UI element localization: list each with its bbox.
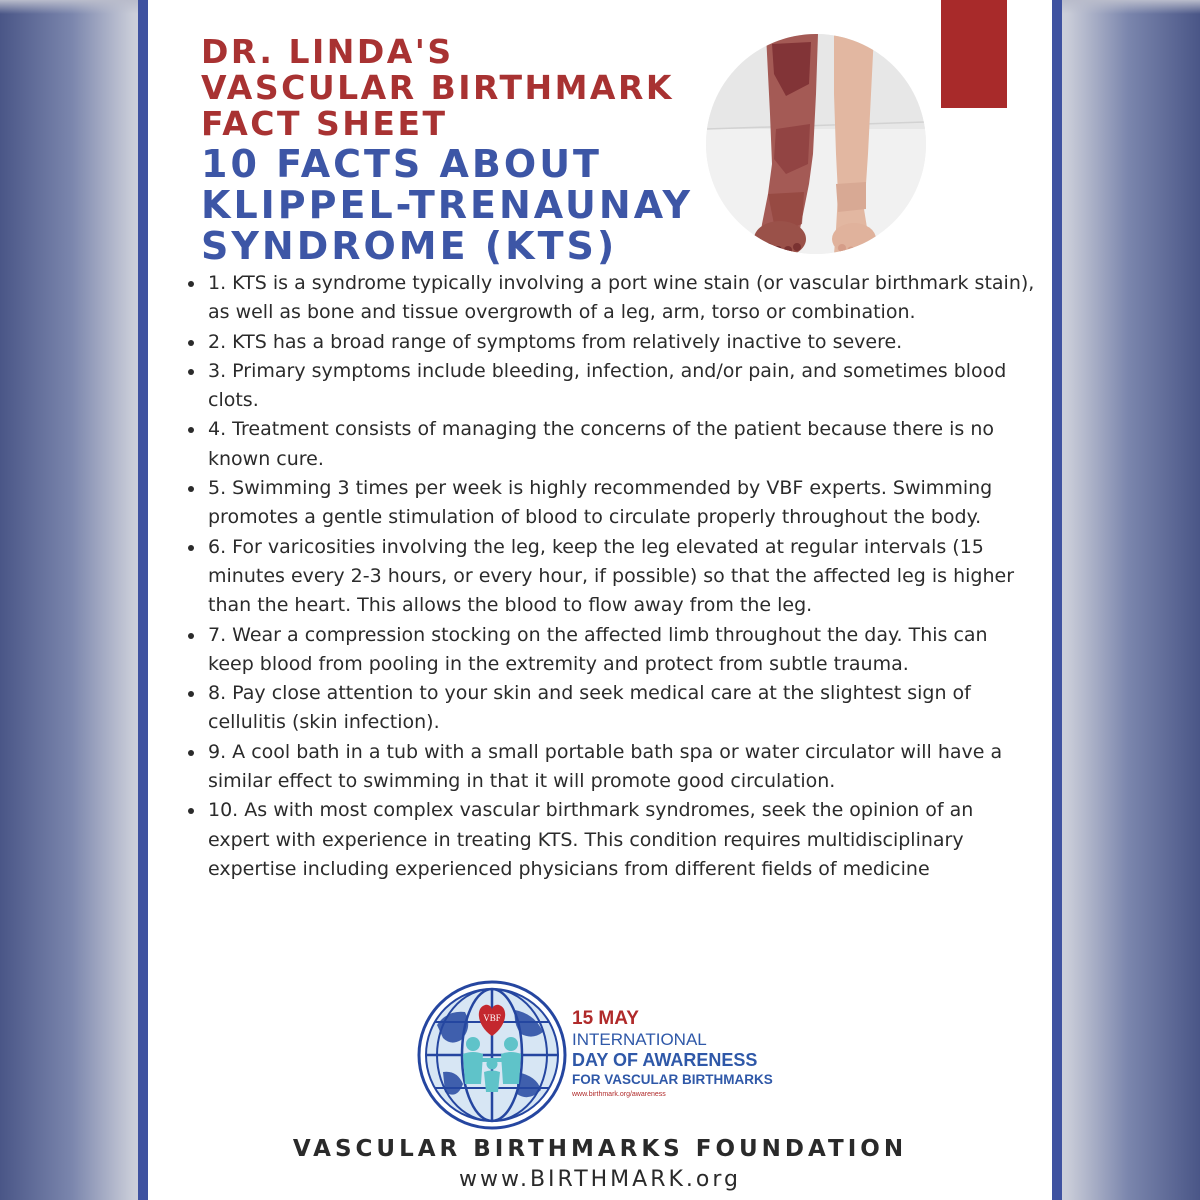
red-accent-tab <box>941 0 1007 108</box>
subtitle-line: SYNDROME (KTS) <box>201 224 618 268</box>
fact-item: 10. As with most complex vascular birthmark syndromes, seek the opinion of an expert with experience in treating KTS. This condition requires multidisciplinary expertise including experienced physicians from different fields of medicine <box>185 796 1035 884</box>
logo-badge-text: VBF <box>483 1013 501 1023</box>
subtitle-line: KLIPPEL-TRENAUNAY <box>201 183 693 227</box>
fact-item: 6. For varicosities involving the leg, keep the leg elevated at regular intervals (15 minutes every 2-3 hours, or every hour, if possible) so that the affected leg is higher than the heart. This allows the blood to flow away from the leg. <box>185 533 1035 621</box>
awareness-url: www.birthmark.org/awareness <box>572 1091 666 1098</box>
fact-item: 2. KTS has a broad range of symptoms from relatively inactive to severe. <box>185 328 1035 357</box>
fact-item: 8. Pay close attention to your skin and seek medical care at the slightest sign of cellulitis (skin infection). <box>185 679 1035 738</box>
vbf-globe-logo-icon <box>417 980 567 1130</box>
kts-legs-photo <box>706 34 926 254</box>
awareness-line-day: DAY OF AWARENESS <box>572 1050 758 1070</box>
fact-item: 7. Wear a compression stocking on the affected limb throughout the day. This can keep blood from pooling in the extremity and protect from subtle trauma. <box>185 621 1035 680</box>
fact-item: 4. Treatment consists of managing the concerns of the patient because there is no known cure. <box>185 415 1035 474</box>
awareness-day-text <box>572 1008 812 1102</box>
fact-item: 1. KTS is a syndrome typically involving a port wine stain (or vascular birthmark stain), as well as bone and tissue overgrowth of a leg, arm, torso or combination. <box>185 269 1035 328</box>
title-line: DR. LINDA'S <box>201 32 454 71</box>
fact-sheet-subtitle <box>201 144 693 267</box>
awareness-line-birthmarks: FOR VASCULAR BIRTHMARKS <box>572 1072 773 1087</box>
fact-sheet-title <box>201 34 674 142</box>
legs-illustration <box>706 34 926 254</box>
awareness-line-international: INTERNATIONAL <box>572 1030 707 1049</box>
title-line: VASCULAR BIRTHMARK <box>201 68 674 107</box>
subtitle-line: 10 FACTS ABOUT <box>201 142 602 186</box>
facts-list <box>185 269 1035 884</box>
foundation-name: VASCULAR BIRTHMARKS FOUNDATION <box>292 1136 908 1162</box>
foundation-website: www.BIRTHMARK.org <box>458 1167 742 1192</box>
awareness-date: 15 MAY <box>572 1008 639 1029</box>
title-line: FACT SHEET <box>201 104 448 143</box>
fact-item: 5. Swimming 3 times per week is highly recommended by VBF experts. Swimming promotes a gentle stimulation of blood to circulate properly throughout the body. <box>185 474 1035 533</box>
fact-item: 3. Primary symptoms include bleeding, infection, and/or pain, and sometimes blood clots. <box>185 357 1035 416</box>
fact-item: 9. A cool bath in a tub with a small portable bath spa or water circulator will have a similar effect to swimming in that it will promote good circulation. <box>185 738 1035 797</box>
